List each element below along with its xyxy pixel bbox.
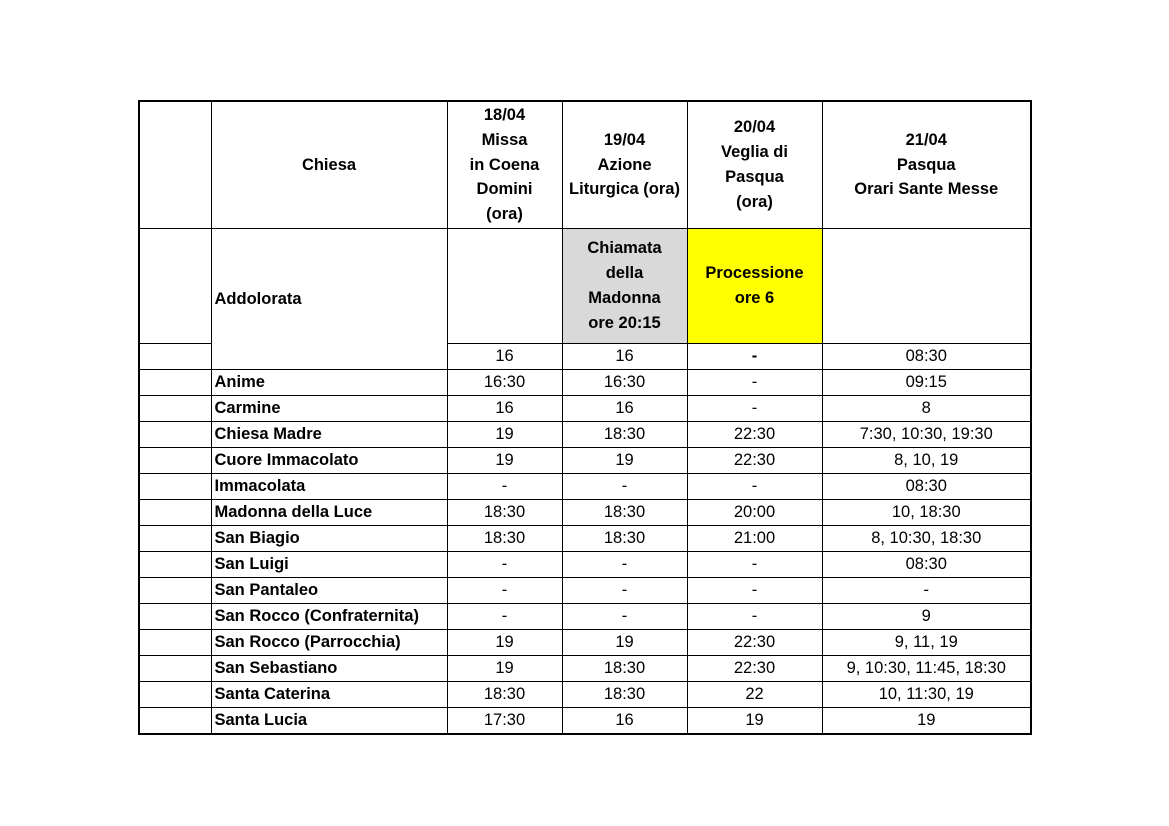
blank-cell: [139, 422, 211, 448]
easter-vigil-time-cell: 22:30: [687, 448, 822, 474]
church-name-cell: Immacolata: [211, 474, 447, 500]
easter-vigil-time-cell: -: [687, 552, 822, 578]
easter-vigil-time-cell: -: [687, 474, 822, 500]
church-name-cell: Cuore Immacolato: [211, 448, 447, 474]
easter-schedule-table: [138, 100, 1032, 735]
easter-sunday-times-cell: 08:30: [822, 474, 1031, 500]
church-name-cell: San Biagio: [211, 526, 447, 552]
easter-sunday-times-cell: 08:30: [822, 552, 1031, 578]
holy-thursday-time-cell: 18:30: [447, 682, 562, 708]
blank-cell: [139, 656, 211, 682]
easter-sunday-times-cell: 09:15: [822, 370, 1031, 396]
easter-sunday-times-cell: 8, 10, 19: [822, 448, 1031, 474]
holy-thursday-time-cell: 16: [447, 396, 562, 422]
easter-sunday-times-cell: 9, 11, 19: [822, 630, 1031, 656]
holy-thursday-time-cell: -: [447, 474, 562, 500]
blank-header-cell: [139, 101, 211, 229]
table-row: [139, 396, 1031, 422]
church-name-cell: Santa Caterina: [211, 682, 447, 708]
holy-thursday-time-cell: 19: [447, 422, 562, 448]
church-name-cell: Carmine: [211, 396, 447, 422]
blank-cell: [139, 526, 211, 552]
good-friday-time-cell: 18:30: [562, 682, 687, 708]
blank-cell: [139, 344, 211, 370]
good-friday-time-cell: 18:30: [562, 422, 687, 448]
easter-vigil-time-cell: 22:30: [687, 656, 822, 682]
easter-vigil-time-cell: 22:30: [687, 422, 822, 448]
holy-thursday-time-cell: -: [447, 578, 562, 604]
holy-thursday-time-cell: 18:30: [447, 526, 562, 552]
table-row: [139, 604, 1031, 630]
good-friday-time-cell: -: [562, 578, 687, 604]
good-friday-time-cell: -: [562, 552, 687, 578]
easter-vigil-time-cell: 22: [687, 682, 822, 708]
easter-sunday-times-cell: -: [822, 578, 1031, 604]
easter-sunday-times-cell: 8, 10:30, 18:30: [822, 526, 1031, 552]
holy-thursday-time-cell: 16:30: [447, 370, 562, 396]
good-friday-time-cell: -: [562, 604, 687, 630]
church-name-addolorata: Addolorata: [211, 229, 447, 370]
blank-cell: [139, 474, 211, 500]
church-name-cell: Madonna della Luce: [211, 500, 447, 526]
good-friday-time-cell: 16:30: [562, 370, 687, 396]
good-friday-time-cell: -: [562, 474, 687, 500]
easter-vigil-time-cell: -: [687, 604, 822, 630]
empty-cell: [447, 229, 562, 344]
good-friday-time-cell: 18:30: [562, 656, 687, 682]
table-row: [139, 630, 1031, 656]
header-row: [139, 101, 1031, 229]
madonna-call-cell: Chiamata della Madonna ore 20:15: [562, 229, 687, 344]
table-row: [139, 370, 1031, 396]
good-friday-time-cell: 19: [562, 448, 687, 474]
holy-thursday-time-cell: -: [447, 552, 562, 578]
holy-thursday-time-cell: 19: [447, 448, 562, 474]
easter-vigil-time-cell: 19: [687, 708, 822, 735]
easter-sunday-times-cell: 9: [822, 604, 1031, 630]
church-column-header: Chiesa: [211, 101, 447, 229]
easter-sunday-times-cell: 19: [822, 708, 1031, 735]
empty-cell: [822, 229, 1031, 344]
table-row: [139, 526, 1031, 552]
holy-thursday-column-header: 18/04 Missa in Coena Domini (ora): [447, 101, 562, 229]
easter-vigil-time-cell: -: [687, 396, 822, 422]
good-friday-column-header: 19/04 Azione Liturgica (ora): [562, 101, 687, 229]
table-row: [139, 422, 1031, 448]
easter-sunday-times-cell: 9, 10:30, 11:45, 18:30: [822, 656, 1031, 682]
table-row: [139, 448, 1031, 474]
good-friday-time-cell: 18:30: [562, 500, 687, 526]
blank-cell: [139, 500, 211, 526]
table-row: [139, 474, 1031, 500]
blank-cell: [139, 396, 211, 422]
holy-thursday-time-cell: 18:30: [447, 500, 562, 526]
table-row: [139, 552, 1031, 578]
good-friday-time-cell: 19: [562, 630, 687, 656]
church-name-cell: Anime: [211, 370, 447, 396]
easter-vigil-column-header: 20/04 Veglia di Pasqua (ora): [687, 101, 822, 229]
easter-sunday-times-cell: 10, 18:30: [822, 500, 1031, 526]
good-friday-time-cell: 16: [562, 708, 687, 735]
table-row: [139, 578, 1031, 604]
church-name-cell: Chiesa Madre: [211, 422, 447, 448]
easter-sunday-column-header: 21/04 Pasqua Orari Sante Messe: [822, 101, 1031, 229]
church-name-cell: San Sebastiano: [211, 656, 447, 682]
easter-sunday-times-cell: 7:30, 10:30, 19:30: [822, 422, 1031, 448]
blank-cell: [139, 682, 211, 708]
blank-cell: [139, 552, 211, 578]
church-name-cell: Santa Lucia: [211, 708, 447, 735]
blank-cell: [139, 229, 211, 344]
procession-cell: Processione ore 6: [687, 229, 822, 344]
church-name-cell: San Rocco (Confraternita): [211, 604, 447, 630]
easter-vigil-time-cell: 20:00: [687, 500, 822, 526]
church-name-cell: San Luigi: [211, 552, 447, 578]
blank-cell: [139, 448, 211, 474]
blank-cell: [139, 578, 211, 604]
easter-sunday-times-cell: 08:30: [822, 344, 1031, 370]
holy-thursday-time-cell: 17:30: [447, 708, 562, 735]
easter-sunday-times-cell: 8: [822, 396, 1031, 422]
addolorata-special-row: [139, 229, 1031, 344]
church-name-cell: San Rocco (Parrocchia): [211, 630, 447, 656]
table-row: [139, 682, 1031, 708]
table-row: [139, 656, 1031, 682]
easter-vigil-time-cell: 21:00: [687, 526, 822, 552]
church-name-cell: San Pantaleo: [211, 578, 447, 604]
table-row: [139, 500, 1031, 526]
holy-thursday-time-cell: 19: [447, 656, 562, 682]
easter-vigil-time-cell: -: [687, 578, 822, 604]
table-row: [139, 708, 1031, 735]
blank-cell: [139, 604, 211, 630]
easter-sunday-times-cell: 10, 11:30, 19: [822, 682, 1031, 708]
good-friday-time-cell: 16: [562, 396, 687, 422]
good-friday-time-cell: 16: [562, 344, 687, 370]
blank-cell: [139, 708, 211, 735]
holy-thursday-time-cell: 16: [447, 344, 562, 370]
blank-cell: [139, 630, 211, 656]
easter-vigil-time-cell: 22:30: [687, 630, 822, 656]
easter-vigil-time-cell: -: [687, 344, 822, 370]
easter-vigil-time-cell: -: [687, 370, 822, 396]
holy-thursday-time-cell: 19: [447, 630, 562, 656]
good-friday-time-cell: 18:30: [562, 526, 687, 552]
holy-thursday-time-cell: -: [447, 604, 562, 630]
blank-cell: [139, 370, 211, 396]
